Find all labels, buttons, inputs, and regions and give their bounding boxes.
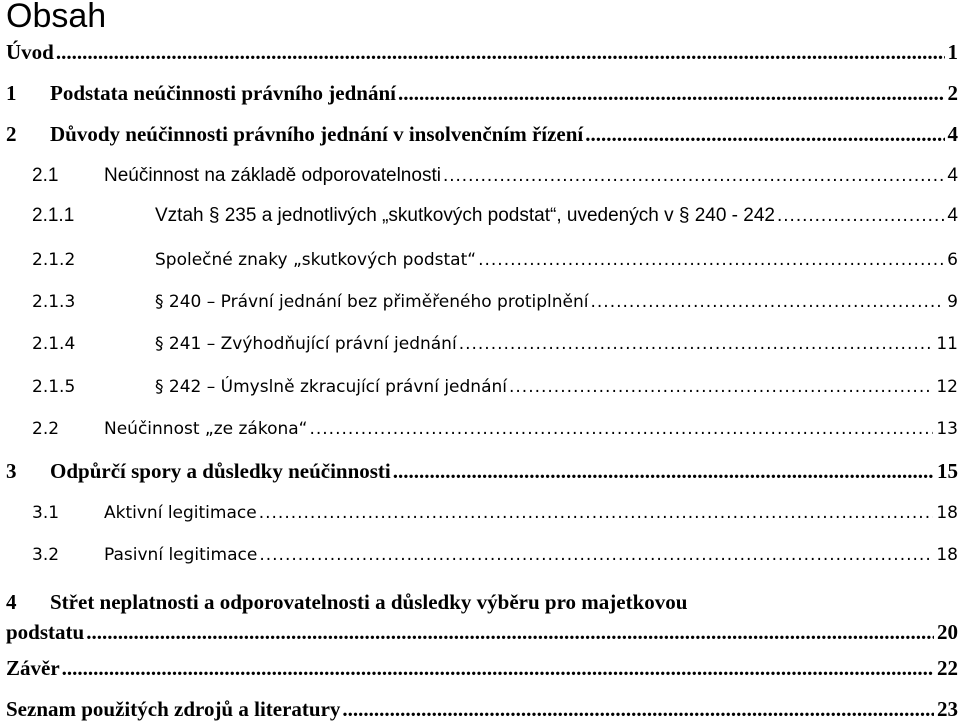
page-title: Obsah: [6, 0, 107, 35]
toc-entry-text: Závěr: [6, 656, 60, 680]
toc-entry-page: 4: [947, 205, 958, 226]
toc-dot-leader: [56, 40, 945, 65]
toc-entry-page: 4: [947, 165, 958, 186]
toc-entry-number: 2.2: [32, 419, 60, 439]
toc-dot-leader: [459, 334, 934, 354]
toc-entry-number: 3.2: [32, 545, 60, 565]
toc-entry-page: 23: [937, 697, 958, 721]
toc-entry-number: 1: [6, 81, 17, 105]
toc-entry-4[interactable]: [6, 587, 958, 647]
toc-entry-number: 2: [6, 122, 17, 146]
toc-entry-uvod[interactable]: [0, 40, 958, 70]
toc-dot-leader: [585, 122, 944, 147]
toc-entry-page: 4: [947, 122, 958, 146]
toc-dot-leader: [393, 459, 934, 484]
toc-entry-3-1[interactable]: [0, 503, 958, 533]
toc-dot-leader: [398, 81, 945, 106]
toc-entry-text: Důvody neúčinnosti právního jednání v insolvenčním řízení: [50, 122, 584, 146]
toc-dot-leader: [62, 656, 934, 681]
toc-dot-leader: [478, 250, 944, 270]
toc-entry-number: 4: [6, 590, 17, 614]
toc-dot-leader: [342, 697, 934, 722]
toc-entry-page: 9: [947, 292, 958, 312]
toc-entry-text: Střet neplatnosti a odporovatelnosti a důsledky výběru pro majetkovou: [50, 590, 688, 614]
toc-entry-2-1-4[interactable]: [0, 334, 958, 364]
toc-entry-page: 20: [937, 620, 958, 644]
toc-entry-text: § 241 – Zvýhodňující právní jednání: [155, 334, 457, 354]
toc-dot-leader: [259, 503, 934, 523]
toc-entry-line-2: [6, 617, 958, 647]
toc-dot-leader: [309, 419, 933, 439]
toc-entry-text-continued: podstatu: [6, 620, 85, 644]
toc-entry-2-2[interactable]: [0, 419, 958, 449]
toc-entry-page: 2: [947, 81, 958, 105]
toc-entry-page: 1: [947, 40, 958, 64]
toc-entry-page: 22: [937, 656, 958, 680]
toc-entry-2-1-5[interactable]: [0, 377, 958, 407]
toc-entry-text: Podstata neúčinnosti právního jednání: [50, 81, 396, 105]
toc-entry-2-1[interactable]: [0, 165, 958, 195]
toc-dot-leader: [259, 545, 933, 565]
toc-entry-2-1-3[interactable]: [0, 292, 958, 322]
toc-entry-page: 18: [936, 545, 958, 565]
toc-entry-2-1-1[interactable]: [0, 205, 958, 235]
toc-entry-3[interactable]: [0, 459, 958, 489]
toc-entry-1[interactable]: [0, 81, 958, 111]
toc-entry-seznam[interactable]: [0, 697, 958, 727]
toc-entry-zaver[interactable]: [0, 656, 958, 686]
toc-entry-text: Neúčinnost „ze zákona“: [104, 419, 308, 439]
toc-entry-number: 2.1.5: [32, 377, 76, 397]
toc-entry-2-1-2[interactable]: [0, 250, 958, 280]
toc-entry-number: 3.1: [32, 503, 60, 523]
toc-dot-leader: [509, 377, 933, 397]
toc-entry-text: Neúčinnost na základě odporovatelnosti: [104, 165, 441, 186]
toc-entry-text: Seznam použitých zdrojů a literatury: [6, 697, 341, 721]
toc-entry-page: 11: [936, 334, 958, 354]
toc-entry-text: § 242 – Úmyslně zkracující právní jednání: [155, 377, 507, 397]
toc-entry-text: Vztah § 235 a jednotlivých „skutkových podstat“, uvedených v § 240 - 242: [155, 205, 775, 226]
toc-entry-page: 15: [937, 459, 958, 483]
toc-entry-number: 2.1.3: [32, 292, 76, 312]
toc-dot-leader: [777, 205, 944, 227]
toc-entry-text: Aktivní legitimace: [104, 503, 257, 523]
toc-entry-number: 2.1: [32, 165, 59, 186]
toc-entry-text: Odpůrčí spory a důsledky neúčinnosti: [50, 459, 391, 483]
toc-entry-page: 13: [936, 419, 958, 439]
toc-entry-page: 18: [936, 503, 958, 523]
toc-entry-text: Úvod: [6, 40, 54, 64]
toc-entry-line-1: [6, 587, 958, 617]
toc-entry-2[interactable]: [0, 122, 958, 152]
toc-entry-number: 2.1.2: [32, 250, 76, 270]
toc-entry-text: Pasivní legitimace: [104, 545, 258, 565]
toc-dot-leader: [590, 292, 944, 312]
toc-entry-number: 3: [6, 459, 17, 483]
toc-entry-number: 2.1.1: [32, 205, 75, 226]
toc-entry-text: Společné znaky „skutkových podstat“: [155, 250, 477, 270]
toc-dot-leader: [86, 617, 934, 647]
toc-entry-3-2[interactable]: [0, 545, 958, 575]
toc-dot-leader: [443, 165, 944, 187]
toc-entry-page: 6: [947, 250, 958, 270]
toc-entry-text: § 240 – Právní jednání bez přiměřeného protiplnění: [155, 292, 589, 312]
toc-entry-number: 2.1.4: [32, 334, 76, 354]
toc-entry-page: 12: [936, 377, 958, 397]
